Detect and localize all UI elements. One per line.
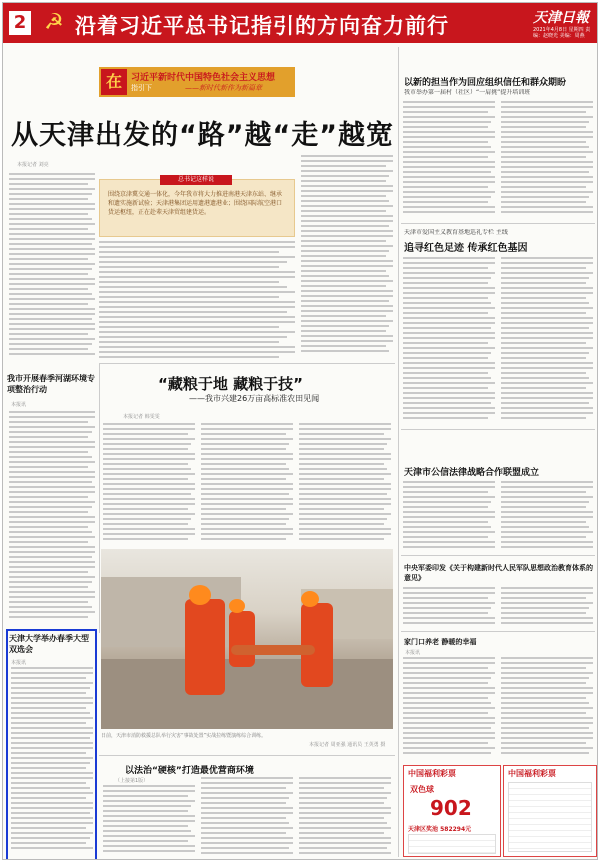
- draw-number: 902: [430, 796, 472, 820]
- left-story1-title[interactable]: 我市开展春季河湖环境专项整治行动: [7, 374, 95, 394]
- grain-body-col1: [103, 423, 195, 543]
- section-rule: [401, 555, 595, 556]
- grain-subhead: ——我市兴建26万亩高标准农田见闻: [189, 394, 320, 403]
- party-emblem-icon: ☭: [44, 10, 64, 35]
- left-story2-body: [11, 667, 93, 855]
- masthead: [3, 3, 597, 43]
- left-story2-title[interactable]: 天津大学举办春季大型双选会: [9, 634, 89, 654]
- right-story4-title[interactable]: 中央军委印发《关于构建新时代人民军队思想政治教育体系的意见》: [404, 564, 593, 582]
- right-story5-body2: [501, 657, 593, 757]
- left-story1-byline: 本报讯: [11, 402, 27, 408]
- bottom-body-col1: [103, 785, 195, 857]
- quote-text: 围绕京津冀交通一体化，今年我市将大力推进南港天津东站、继承和遗实施新试验；天津港集团运用遗港遗港业；围绕国际航空港口货运枢纽，正在赴辈天津贸组建货运。: [108, 191, 283, 216]
- rescue-drill-photo: [101, 549, 393, 729]
- column-rule: [398, 47, 399, 857]
- jackpot-pool: 天津区奖池 582294元: [408, 826, 472, 833]
- photo-credit: 本报记者 周亚强 通讯员 王英勇 摄: [309, 742, 386, 748]
- right-story5-title[interactable]: 家门口养老 静暖的幸福: [404, 638, 477, 646]
- right-story1-sub: 我市举办第一届村（社区）“一肩挑”提升培训班: [404, 89, 531, 96]
- right-story3-body1: [403, 481, 495, 551]
- left-story2-byline: 本报讯: [11, 660, 27, 666]
- right-story5-body1: [403, 657, 495, 757]
- right-story2-body2: [501, 257, 593, 425]
- left-story1-body: [9, 411, 95, 625]
- banner-seal: 在: [101, 69, 127, 95]
- column-rule: [99, 363, 100, 633]
- banner-line2: 指引下: [131, 84, 152, 92]
- bottom-story-byline: （上接第1版）: [115, 778, 149, 784]
- masthead-title: 沿着习近平总书记指引的方向奋力前行: [75, 14, 449, 38]
- firefighter-figure: [185, 599, 225, 695]
- welfare-lottery-ad-2[interactable]: [503, 765, 597, 857]
- section-rule: [99, 755, 395, 756]
- right-story3-body2: [501, 481, 593, 551]
- section-rule: [99, 363, 395, 364]
- lead-body-col1: [9, 173, 95, 359]
- newspaper-page: [2, 2, 598, 860]
- page-number: 2: [9, 11, 31, 35]
- right-story4-body1: [403, 587, 495, 627]
- right-story1-body1: [403, 101, 495, 219]
- lead-headline[interactable]: 从天津出发的“路”越“走”越宽: [11, 120, 394, 151]
- right-story1-title[interactable]: 以新的担当作为回应组织信任和群众期盼: [404, 78, 567, 88]
- section-rule: [401, 631, 595, 632]
- photo-caption: 日前，天津市消防救援总队举行灾害“事故处置”实战拉练暨演练综合训练。: [101, 733, 267, 739]
- right-story5-byline: 本报讯: [405, 650, 421, 656]
- grain-headline[interactable]: “藏粮于地 藏粮于技”: [158, 375, 303, 393]
- welfare-lottery-ad-1[interactable]: [403, 765, 501, 857]
- lead-byline: 本报记者 刘亮: [17, 162, 49, 168]
- lead-body-col3: [301, 155, 393, 359]
- grain-byline: 本报记者 韩雯雯: [123, 414, 160, 420]
- stretcher: [231, 645, 315, 655]
- quote-box: [99, 176, 295, 237]
- banner-line3: ——新时代新作为新篇章: [185, 84, 262, 92]
- results-table: [508, 782, 592, 852]
- quote-tag: 总书记这样说: [160, 175, 232, 185]
- issue-meta: 2021年4月8日 星期四 责编：赵晓光 美编：周燕: [533, 27, 591, 39]
- grain-body-col2: [201, 423, 293, 543]
- game-name: 双色球: [410, 785, 434, 794]
- right-story1-body2: [501, 101, 593, 219]
- firefighter-figure: [229, 611, 255, 667]
- bottom-story-title[interactable]: 以法治“硬核”打造最优营商环境: [125, 766, 254, 776]
- section-rule: [401, 429, 595, 430]
- bottom-body-col2: [201, 777, 293, 857]
- bottom-body-col3: [299, 777, 391, 857]
- grain-body-col3: [299, 423, 391, 543]
- right-story4-body2: [501, 587, 593, 627]
- right-story2-title[interactable]: 追寻红色足迹 传承红色基因: [404, 243, 528, 254]
- theme-banner: [99, 67, 295, 97]
- results-table: [408, 834, 496, 854]
- right-story3-title[interactable]: 天津市公信法律战略合作联盟成立: [404, 468, 540, 478]
- lead-body-col2: [99, 241, 295, 361]
- ad-title: 中国福利彩票: [408, 769, 456, 778]
- right-story2-kicker: 天津市爱国主义教育基地巡礼专栏 主线: [404, 229, 508, 236]
- section-rule: [401, 223, 595, 224]
- ad-title: 中国福利彩票: [508, 769, 556, 778]
- banner-line1: 习近平新时代中国特色社会主义思想: [131, 73, 276, 83]
- newspaper-logo: 天津日報: [533, 10, 589, 26]
- right-story2-body1: [403, 257, 495, 425]
